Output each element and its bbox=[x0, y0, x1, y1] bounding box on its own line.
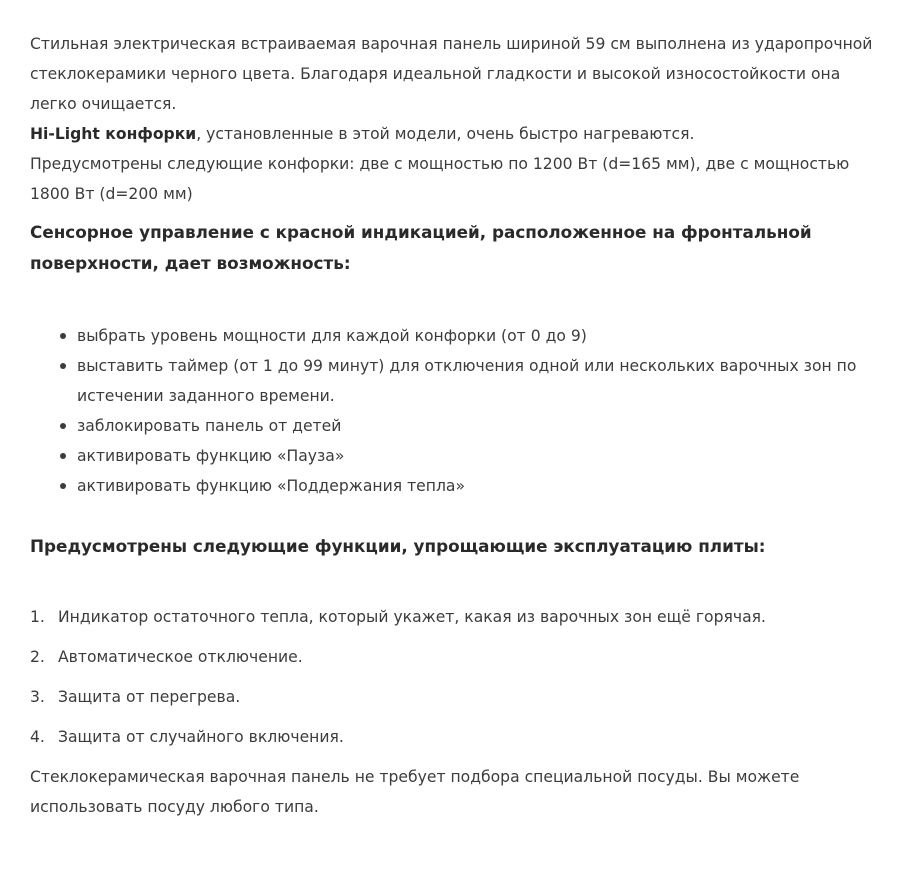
item-text: Защита от случайного включения. bbox=[58, 728, 344, 746]
touch-control-list bbox=[30, 321, 907, 501]
list-item bbox=[30, 722, 907, 752]
item-text: Индикатор остаточного тепла, который укажет, какая из варочных зон ещё горячая. bbox=[58, 608, 766, 626]
functions-heading: Предусмотрены следующие функции, упрощающие эксплуатацию плиты: bbox=[30, 536, 766, 556]
item-number: 2. bbox=[30, 648, 45, 666]
list-item: активировать функцию «Пауза» bbox=[60, 441, 897, 471]
list-item: заблокировать панель от детей bbox=[60, 411, 897, 441]
burners-description: Предусмотрены следующие конфорки: две с мощностью по 1200 Вт (d=165 мм), две с мощностью 1800 Вт (d=200 мм) bbox=[30, 155, 850, 203]
functions-list bbox=[30, 602, 907, 752]
list-item: активировать функцию «Поддержания тепла» bbox=[60, 471, 897, 501]
item-number: 1. bbox=[30, 608, 45, 626]
item-number: 4. bbox=[30, 728, 45, 746]
list-item: выбрать уровень мощности для каждой конфорки (от 0 до 9) bbox=[60, 321, 897, 351]
intro-sentence: Стильная электрическая встраиваемая варочная панель шириной 59 см выполнена из ударопрочной стеклокерамики черного цвета. Благодаря идеальной гладкости и высокой износостойкости она легко очищается. bbox=[30, 35, 873, 113]
list-item bbox=[30, 602, 907, 632]
list-item bbox=[30, 642, 907, 672]
hilight-label: Hi-Light конфорки bbox=[30, 125, 197, 143]
list-item bbox=[30, 682, 907, 712]
outro-paragraph: Стеклокерамическая варочная панель не требует подбора специальной посуды. Вы можете использовать посуду любого типа. bbox=[30, 768, 800, 816]
item-text: Автоматическое отключение. bbox=[58, 648, 303, 666]
list-item: выставить таймер (от 1 до 99 минут) для отключения одной или нескольких варочных зон по истечении заданного времени. bbox=[60, 351, 897, 411]
intro-paragraph bbox=[30, 29, 890, 209]
item-number: 3. bbox=[30, 688, 45, 706]
item-text: Защита от перегрева. bbox=[58, 688, 241, 706]
product-description bbox=[0, 29, 907, 822]
touch-control-heading: Сенсорное управление с красной индикацией, расположенное на фронтальной поверхности, дает возможность: bbox=[30, 222, 812, 273]
hilight-description: , установленные в этой модели, очень быстро нагреваются. bbox=[196, 125, 695, 143]
